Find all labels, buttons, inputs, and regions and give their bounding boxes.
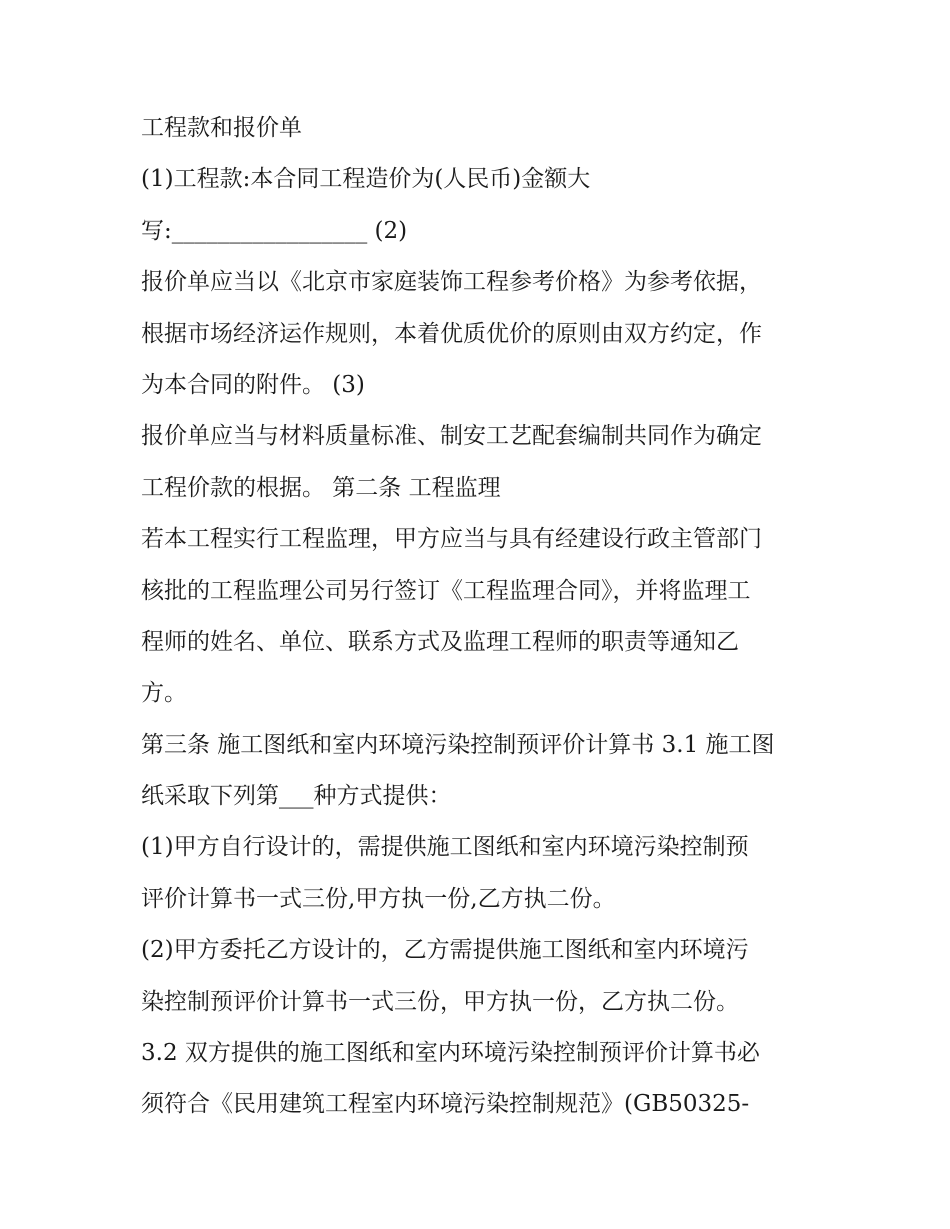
text-line: 为本合同的附件。 (3) bbox=[141, 371, 365, 398]
text-line: 报价单应当以《北京市家庭装饰工程参考价格》为参考依据， bbox=[141, 269, 762, 296]
text-line: (2)甲方委托乙方设计的，乙方需提供施工图纸和室内环境污 bbox=[141, 937, 749, 964]
text-line: 3.2 双方提供的施工图纸和室内环境污染控制预评价计算书必 bbox=[141, 1040, 760, 1067]
text-line: 程师的姓名、单位、联系方式及监理工程师的职责等通知乙 bbox=[141, 628, 739, 655]
text-line: 方。 bbox=[141, 680, 187, 707]
text-line: 报价单应当与材料质量标准、制安工艺配套编制共同作为确定 bbox=[141, 423, 762, 450]
text-line: 评价计算书一式三份,甲方执一份,乙方执二份。 bbox=[141, 885, 616, 912]
text-line: 若本工程实行工程监理，甲方应当与具有经建设行政主管部门 bbox=[141, 526, 762, 553]
text-line: 核批的工程监理公司另行签订《工程监理合同》，并将监理工 bbox=[141, 577, 751, 604]
text-line: 纸采取下列第___种方式提供： bbox=[141, 783, 452, 810]
text-line: 工程价款的根据。 第二条 工程监理 bbox=[141, 474, 501, 501]
text-line: 须符合《民用建筑工程室内环境污染控制规范》(GB50325- bbox=[141, 1091, 750, 1118]
text-line: (1)甲方自行设计的，需提供施工图纸和室内环境污染控制预 bbox=[141, 834, 749, 861]
text-line: 染控制预评价计算书一式三份，甲方执一份，乙方执二份。 bbox=[141, 988, 739, 1015]
text-line: 工程款和报价单 bbox=[141, 115, 302, 141]
document-body bbox=[141, 111, 821, 1139]
text-line: (1)工程款:本合同工程造价为(人民币)金额大 bbox=[141, 166, 591, 193]
text-line: 根据市场经济运作规则，本着优质优价的原则由双方约定，作 bbox=[141, 320, 762, 347]
text-line: 写:_________________ (2) bbox=[141, 217, 408, 244]
text-line: 第三条 施工图纸和室内环境污染控制预评价计算书 3.1 施工图 bbox=[141, 731, 775, 758]
